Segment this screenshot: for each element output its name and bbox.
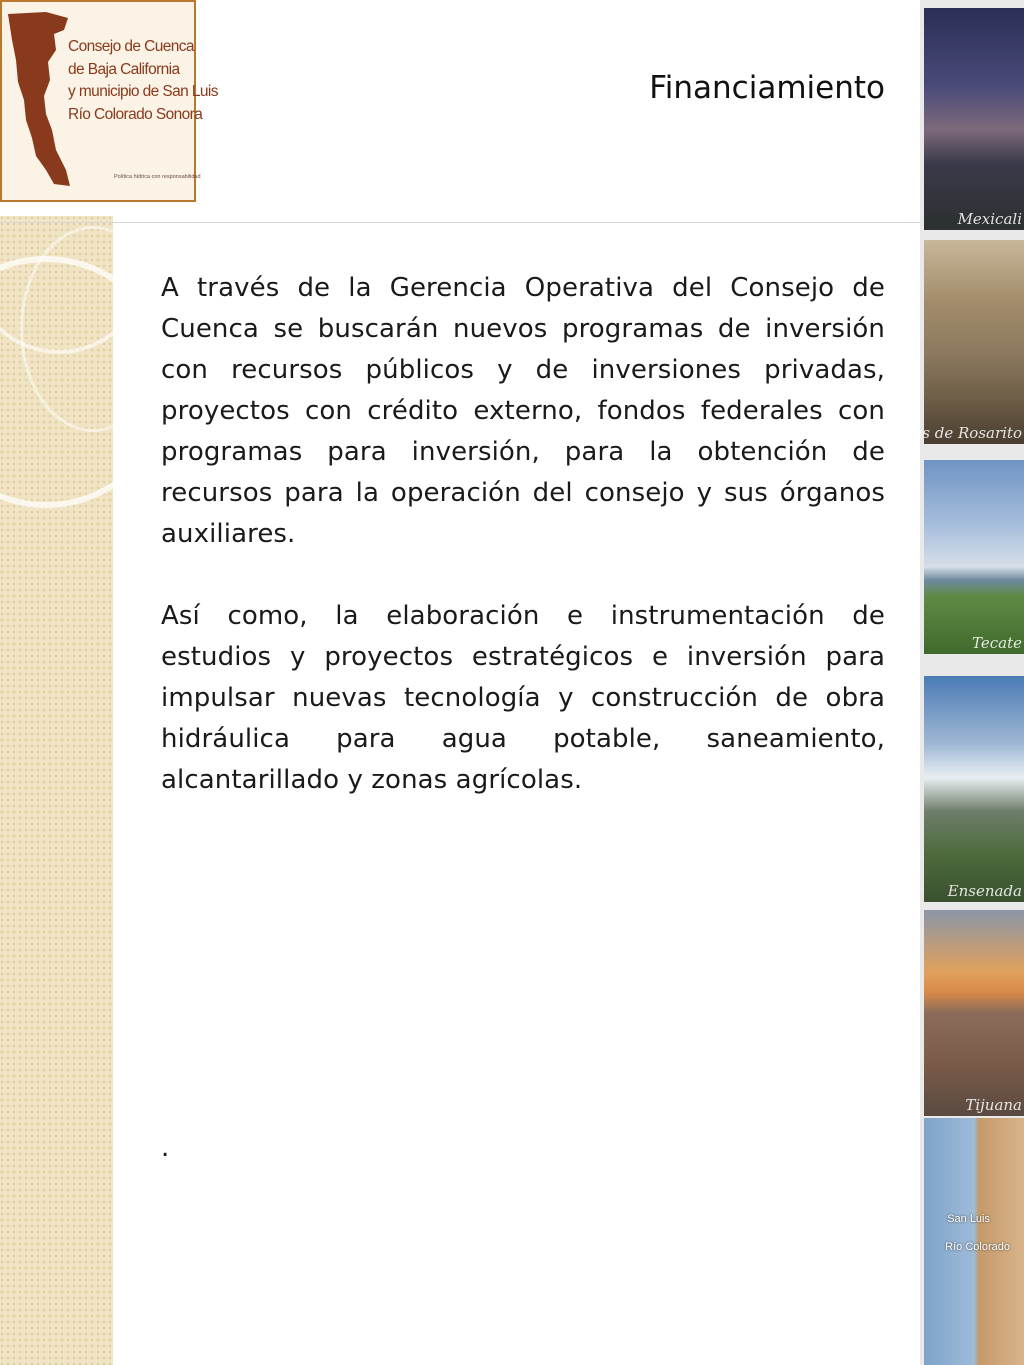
city-photo-tijuana — [924, 910, 1024, 1116]
trailing-mark: . — [161, 1133, 170, 1163]
photo-caption: San Luis — [947, 1213, 990, 1225]
logo-text — [68, 36, 218, 126]
decorative-swirl — [20, 226, 166, 432]
city-photo-tecate — [924, 460, 1024, 654]
photo-caption: Tecate — [972, 634, 1022, 652]
city-photo-ensenada — [924, 676, 1024, 902]
city-photo-san-luis — [924, 1118, 1024, 1365]
logo-line: y municipio de San Luis — [68, 83, 218, 100]
body-paragraph: A través de la Gerencia Operativa del Consejo de Cuenca se buscarán nuevos programas de inversión con recursos públicos y de inversiones privadas, proyectos con crédito externo, fondos federales con programas para inversión, para la obtención de recursos para la operación del consejo y sus órganos auxiliares. — [161, 273, 885, 549]
city-photo-rosarito — [881, 240, 1024, 444]
organization-logo — [0, 0, 218, 202]
logo-tagline: Política hídrica con responsabilidad — [114, 174, 201, 180]
decorative-side-pattern — [0, 216, 113, 1365]
photo-caption: Tijuana — [965, 1096, 1022, 1114]
header-divider — [0, 222, 920, 223]
logo-line: Consejo de Cuenca — [68, 38, 194, 55]
page-title: Financiamiento — [649, 70, 885, 106]
photo-strip — [881, 0, 1024, 1365]
city-photo-mexicali — [924, 8, 1024, 230]
slide-body — [161, 268, 885, 842]
photo-caption: Río Colorado — [945, 1241, 1010, 1253]
body-paragraph: Así como, la elaboración e instrumentación de estudios y proyectos estratégicos e inversión para impulsar nuevas tecnología y construcción de obra hidráulica para agua potable, saneamiento, alcantarillado y zonas agrícolas. — [161, 601, 885, 795]
logo-line: Río Colorado Sonora — [68, 105, 203, 123]
photo-caption: Playas de Rosarito — [881, 424, 1022, 442]
photo-caption: Mexicali — [957, 210, 1022, 228]
photo-caption: Ensenada — [947, 882, 1022, 900]
baja-california-map-icon — [6, 10, 70, 190]
logo-line: de Baja California — [68, 60, 180, 78]
